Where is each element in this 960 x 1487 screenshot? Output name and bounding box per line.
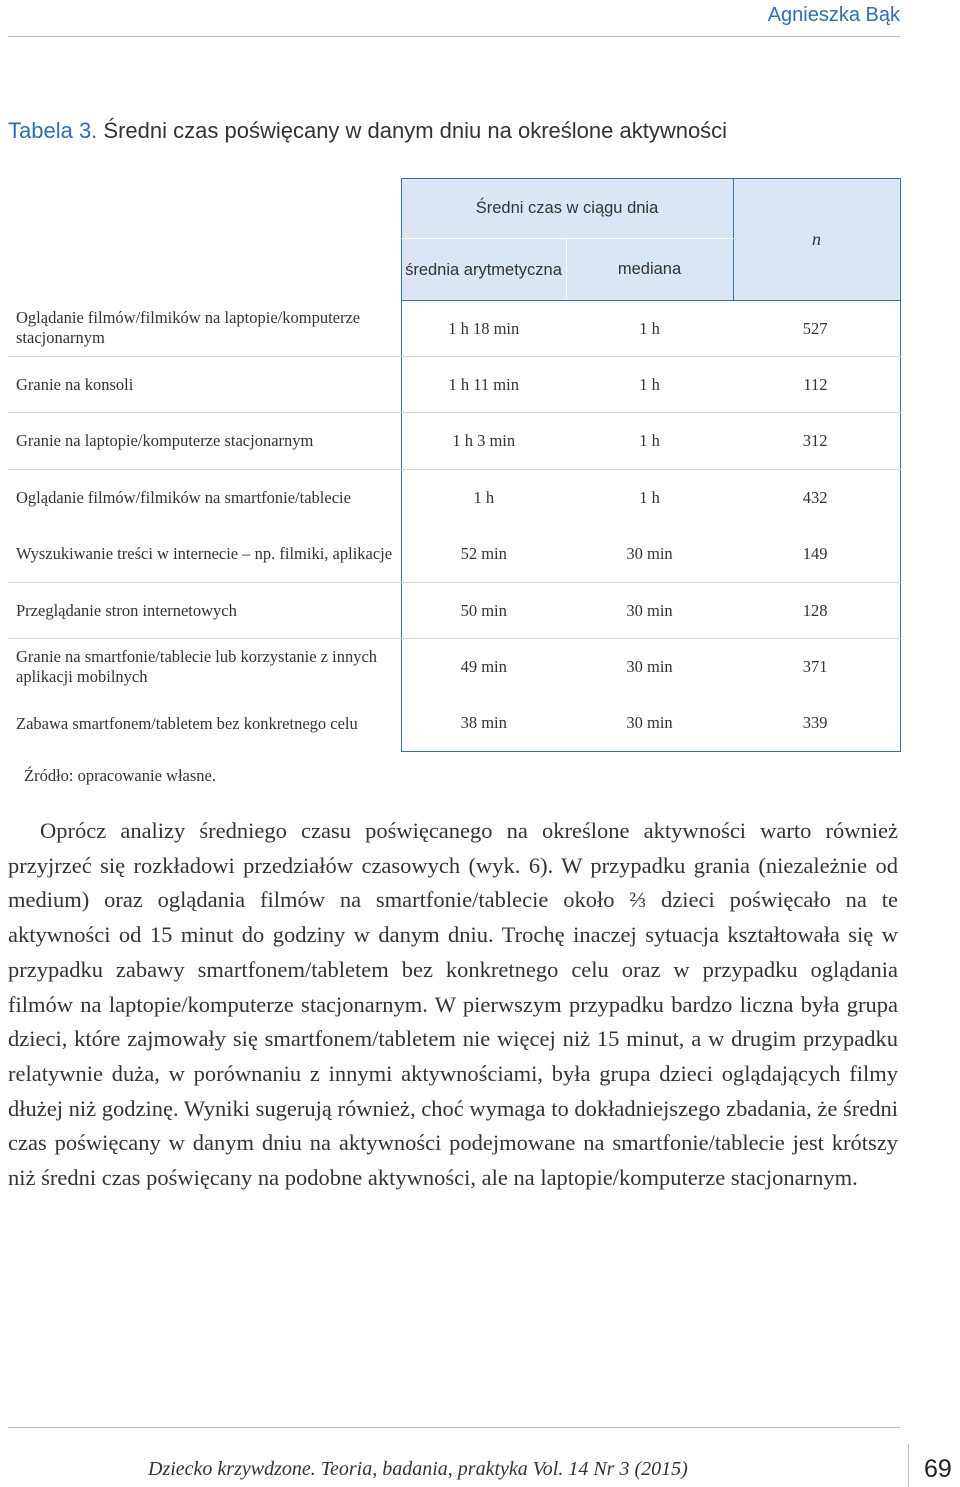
row-median: 30 min [566,696,733,752]
table-title-text: Średni czas poświęcany w danym dniu na określone aktywności [103,118,728,143]
row-n: 312 [733,413,900,470]
row-activity: Wyszukiwanie treści w internecie – np. filmiki, aplikacje [8,526,401,583]
row-activity: Oglądanie filmów/filmików na laptopie/komputerze stacjonarnym [8,301,401,357]
row-activity: Granie na konsoli [8,357,401,413]
row-n: 128 [733,583,900,639]
row-n: 112 [733,357,900,413]
row-mean: 1 h [401,470,566,526]
row-activity: Przeglądanie stron internetowych [8,583,401,639]
table-row [8,301,900,357]
row-mean: 49 min [401,639,566,696]
row-n: 149 [733,526,900,583]
row-activity: Oglądanie filmów/filmików na smartfonie/tablecie [16,487,351,507]
table-row [8,583,900,639]
table-source-note: Źródło: opracowanie własne. [24,766,216,785]
table-row [8,696,900,752]
table-title [8,118,727,144]
paragraph-text: Oprócz analizy średniego czasu poświęcanego na określone aktywności warto również przyjrzeć się rozkładowi przedziałów czasowych (wyk. 6). W przypadku grania (niezależnie od medium) oraz oglądania filmów na smartfonie/tablecie około ⅔ dzieci poświęcało na te aktywności od 15 minut do godziny w danym dniu. Trochę inaczej sytuacja kształtowała się w przypadku zabawy smartfonem/tabletem bez konkretnego celu oraz w przypadku oglądania filmów na laptopie/komputerze stacjonarnym. W pierwszym przypadku bardzo liczna była grupa dzieci, które zajmowały się smartfonem/tabletem nie więcej niż 15 minut, a w drugim przypadku relatywnie duża, w porównaniu z innymi aktywnościami, była grupa dzieci oglądających filmy dłużej niż godzinę. Wyniki sugerują również, choć wymaga to dokładniejszego zbadania, że średni czas poświęcany w danym dniu na aktywności podejmowane na smartfonie/tablecie jest krótszy niż średni czas poświęcany na podobne aktywności, ale na laptopie/komputerze stacjonarnym. [8,818,898,1191]
table-header-row [8,179,900,239]
row-n: 371 [733,639,900,696]
column-header-n: n [733,179,900,301]
row-activity: Granie na laptopie/komputerze stacjonarnym [8,413,401,470]
table-row [8,470,900,526]
table-row [8,526,900,583]
row-n: 527 [733,301,900,357]
row-mean: 52 min [401,526,566,583]
row-median: 1 h [566,357,733,413]
table-row [8,639,900,696]
row-mean: 1 h 18 min [401,301,566,357]
column-header-median: mediana [566,239,733,301]
row-mean: 38 min [401,696,566,752]
footer-divider [8,1427,900,1428]
row-activity: Zabawa smartfonem/tabletem bez konkretnego celu [16,713,358,733]
row-median: 1 h [566,413,733,470]
row-activity: Granie na smartfonie/tablecie lub korzystanie z innych aplikacji mobilnych [16,647,378,687]
table-row [8,413,900,470]
row-median: 1 h [639,487,660,507]
row-n: 432 [733,470,900,526]
running-header-author: Agnieszka Bąk [767,4,900,26]
row-median: 30 min [566,526,733,583]
subheader-empty-cell [8,239,401,301]
row-n: 339 [733,696,900,752]
table-row [8,357,900,413]
group-header-mean-time: Średni czas w ciągu dnia [401,179,733,239]
table-title-label: Tabela 3. [8,118,98,143]
row-median: 30 min [566,583,733,639]
row-mean: 1 h 3 min [401,413,566,470]
body-paragraph [8,814,898,1196]
activity-time-table [8,178,901,752]
row-mean: 1 h 11 min [401,357,566,413]
row-median: 1 h [566,301,733,357]
journal-citation: Dziecko krzywdzone. Teoria, badania, praktyka Vol. 14 Nr 3 (2015) [148,1458,688,1480]
footer-separator [908,1444,909,1487]
header-empty-cell [8,179,401,239]
header-divider [8,36,900,37]
column-header-mean: średnia arytmetyczna [401,239,566,301]
row-mean: 50 min [401,583,566,639]
page-number: 69 [924,1455,952,1483]
row-median: 30 min [626,657,673,677]
